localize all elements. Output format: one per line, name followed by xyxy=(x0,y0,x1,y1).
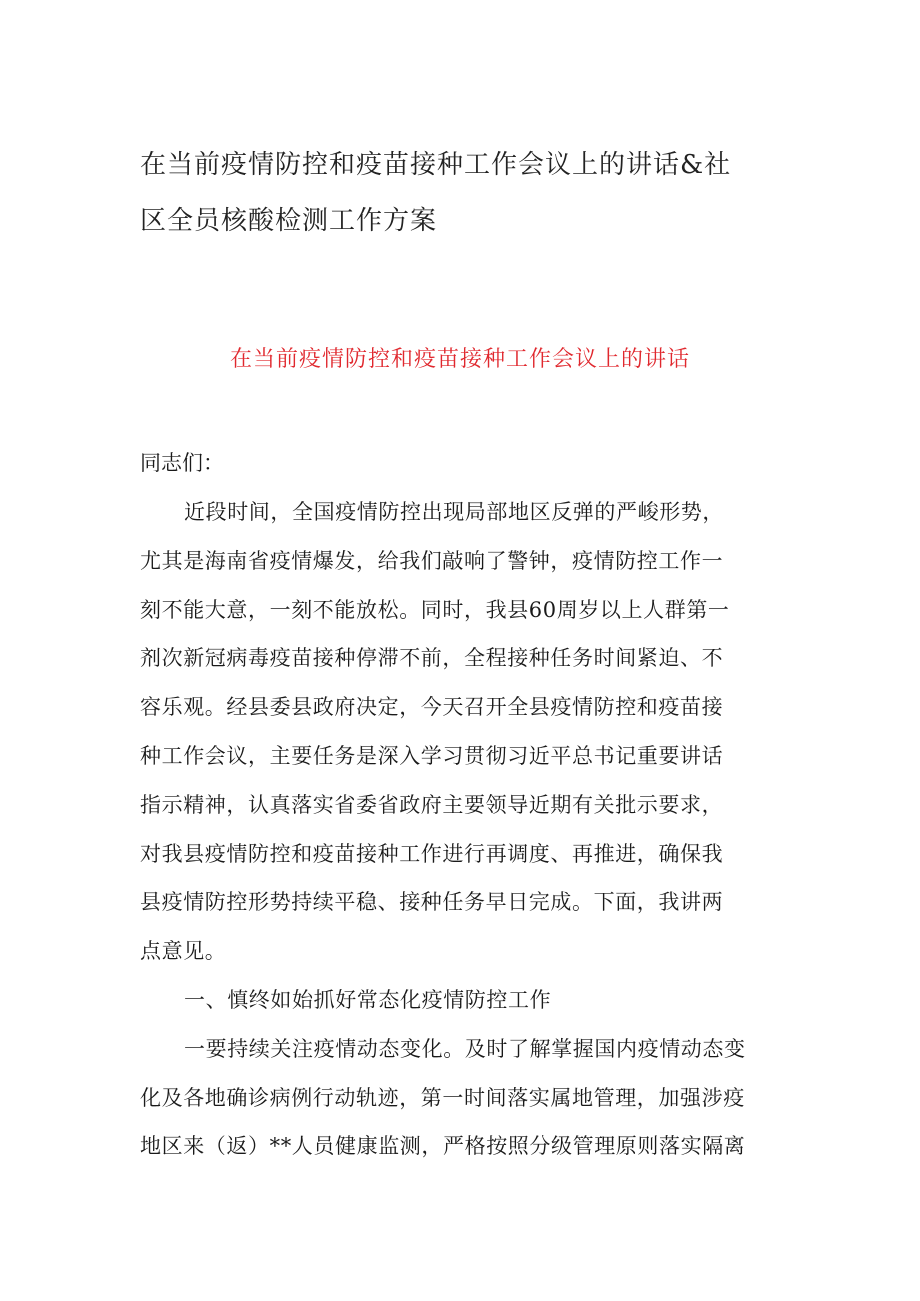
paragraph-1-line: 点意见。 xyxy=(140,939,227,964)
section-title: 在当前疫情防控和疫苗接种工作会议上的讲话 xyxy=(229,347,690,372)
paragraph-1-line: 容乐观。经县委县政府决定，今天召开全县疫情防控和疫苗接 xyxy=(140,695,724,720)
paragraph-1-line: 尤其是海南省疫情爆发，给我们敲响了警钟，疫情防控工作一 xyxy=(140,548,724,573)
document-title-line-2: 区全员核酸检测工作方案 xyxy=(140,206,438,236)
document-title xyxy=(140,137,780,249)
paragraph-2-line: 地区来（返）**人员健康监测，严格按照分级管理原则落实隔离 xyxy=(140,1134,746,1159)
heading-1: 一、慎终如始抓好常态化疫情防控工作 xyxy=(184,987,552,1012)
paragraph-1-line: 刻不能大意，一刻不能放松。同时，我县60周岁以上人群第一 xyxy=(140,597,730,622)
paragraph-2-line: 化及各地确诊病例行动轨迹，第一时间落实属地管理，加强涉疫 xyxy=(140,1085,745,1110)
document-title-line-1: 在当前疫情防控和疫苗接种工作会议上的讲话&社 xyxy=(140,150,732,180)
speech-body xyxy=(140,488,785,1171)
paragraph-1-line: 指示精神，认真落实省委省政府主要领导近期有关批示要求， xyxy=(140,792,724,817)
paragraph-2-line: 一要持续关注疫情动态变化。及时了解掌握国内疫情动态变 xyxy=(184,1036,746,1061)
paragraph-1-line: 近段时间，全国疫情防控出现局部地区反弹的严峻形势， xyxy=(184,500,724,524)
paragraph-1-line: 种工作会议，主要任务是深入学习贯彻习近平总书记重要讲话 xyxy=(140,743,724,768)
salutation: 同志们： xyxy=(140,451,224,475)
paragraph-1-line: 剂次新冠病毒疫苗接种停滞不前，全程接种任务时间紧迫、不 xyxy=(140,646,724,671)
paragraph-1-line: 对我县疫情防控和疫苗接种工作进行再调度、再推进，确保我 xyxy=(140,841,724,866)
paragraph-1-line: 县疫情防控形势持续平稳、接种任务早日完成。下面，我讲两 xyxy=(140,890,724,915)
